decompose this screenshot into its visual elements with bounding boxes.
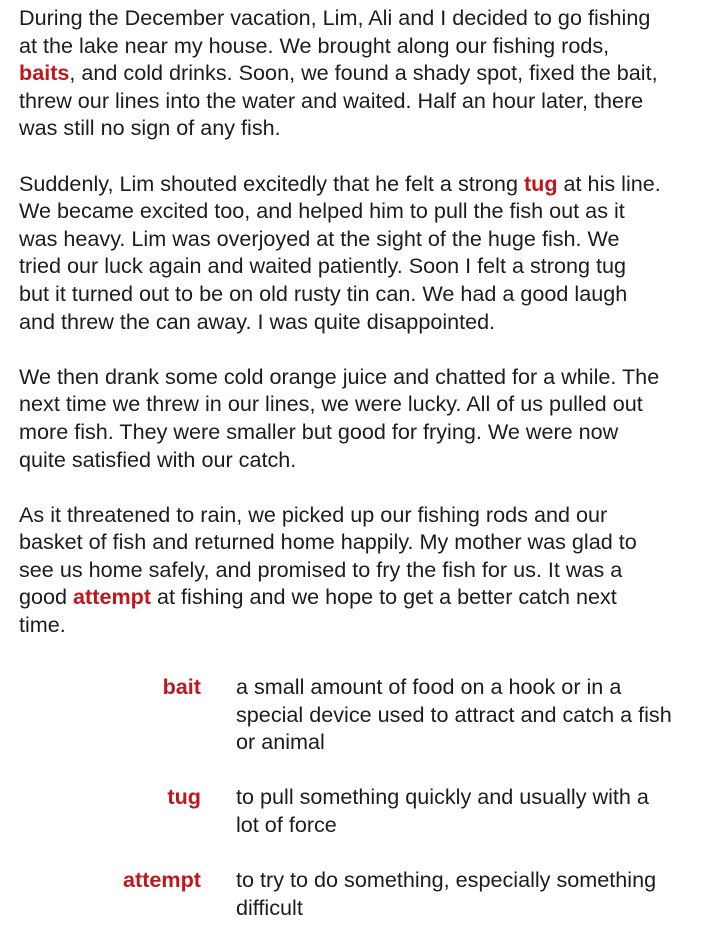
- definition-line: or animal: [236, 729, 325, 755]
- text-segment: quite satisfied with our catch.: [19, 446, 297, 472]
- keyword-highlight: baits: [19, 60, 70, 86]
- glossary-definition: [236, 673, 716, 756]
- text-line: [19, 363, 719, 391]
- glossary-entry: [0, 673, 720, 756]
- text-segment: was still no sign of any fish.: [19, 115, 281, 141]
- text-segment: We then drank some cold orange juice and chatted for a while. The: [19, 363, 660, 389]
- text-line: [19, 446, 719, 474]
- story-paragraph: [19, 170, 719, 336]
- text-line: [19, 59, 719, 87]
- text-segment: Suddenly, Lim shouted excitedly that he felt a strong: [19, 170, 524, 196]
- text-segment: at fishing and we hope to get a better catch next: [151, 584, 617, 610]
- text-line: [19, 280, 719, 308]
- text-line: [19, 32, 719, 60]
- definition-line: to try to do something, especially something: [236, 867, 657, 893]
- text-segment: time.: [19, 612, 66, 638]
- text-line: [19, 197, 719, 225]
- glossary-entry: [0, 866, 720, 921]
- glossary-definition: [236, 783, 716, 838]
- text-segment: tried our luck again and waited patiently. Soon I felt a strong tug: [19, 253, 626, 279]
- text-segment: good: [19, 584, 74, 610]
- text-line: [19, 501, 719, 529]
- text-line: [19, 390, 719, 418]
- text-segment: at the lake near my house. We brought along our fishing rods,: [19, 32, 610, 58]
- glossary-term: tug: [167, 784, 201, 810]
- text-segment: As it threatened to rain, we picked up our fishing rods and our: [19, 501, 608, 527]
- text-segment: next time we threw in our lines, we were lucky. All of us pulled out: [19, 391, 643, 417]
- keyword-highlight: tug: [523, 170, 558, 196]
- text-line: [19, 225, 719, 253]
- text-segment: , and cold drinks. Soon, we found a shady spot, fixed the bait,: [69, 60, 658, 86]
- story-text: [19, 4, 719, 666]
- text-segment: threw our lines into the water and waited. Half an hour later, there: [19, 87, 644, 113]
- text-segment: see us home safely, and promised to fry the fish for us. It was a: [19, 556, 623, 582]
- glossary-term: attempt: [123, 867, 201, 893]
- text-segment: at his line.: [557, 170, 661, 196]
- text-line: [19, 528, 719, 556]
- definition-line: lot of force: [236, 811, 337, 837]
- text-line: [19, 308, 719, 336]
- text-line: [19, 114, 719, 142]
- story-paragraph: [19, 501, 719, 639]
- glossary-entry: [0, 783, 720, 838]
- text-segment: was heavy. Lim was overjoyed at the sight of the huge fish. We: [19, 225, 620, 251]
- text-line: [19, 583, 719, 611]
- definition-line: a small amount of food on a hook or in a: [236, 674, 622, 699]
- text-line: [19, 4, 719, 32]
- text-line: [19, 611, 719, 639]
- glossary-term: bait: [162, 674, 201, 699]
- text-line: [19, 556, 719, 584]
- text-segment: During the December vacation, Lim, Ali and I decided to go fishing: [19, 5, 651, 30]
- story-paragraph: [19, 4, 719, 142]
- text-line: [19, 252, 719, 280]
- story-paragraph: [19, 363, 719, 473]
- text-segment: more fish. They were smaller but good for frying. We were now: [19, 418, 619, 444]
- glossary: [0, 673, 720, 949]
- text-line: [19, 418, 719, 446]
- text-line: [19, 170, 719, 198]
- keyword-highlight: attempt: [73, 584, 152, 610]
- definition-line: difficult: [236, 894, 303, 920]
- text-segment: We became excited too, and helped him to pull the fish out as it: [19, 198, 625, 224]
- text-segment: basket of fish and returned home happily. My mother was glad to: [19, 529, 637, 555]
- text-segment: and threw the can away. I was quite disappointed.: [19, 308, 496, 334]
- definition-line: to pull something quickly and usually with a: [236, 784, 649, 810]
- definition-line: special device used to attract and catch a fish: [236, 701, 672, 727]
- glossary-definition: [236, 866, 716, 921]
- text-segment: but it turned out to be on old rusty tin can. We had a good laugh: [19, 280, 628, 306]
- text-line: [19, 87, 719, 115]
